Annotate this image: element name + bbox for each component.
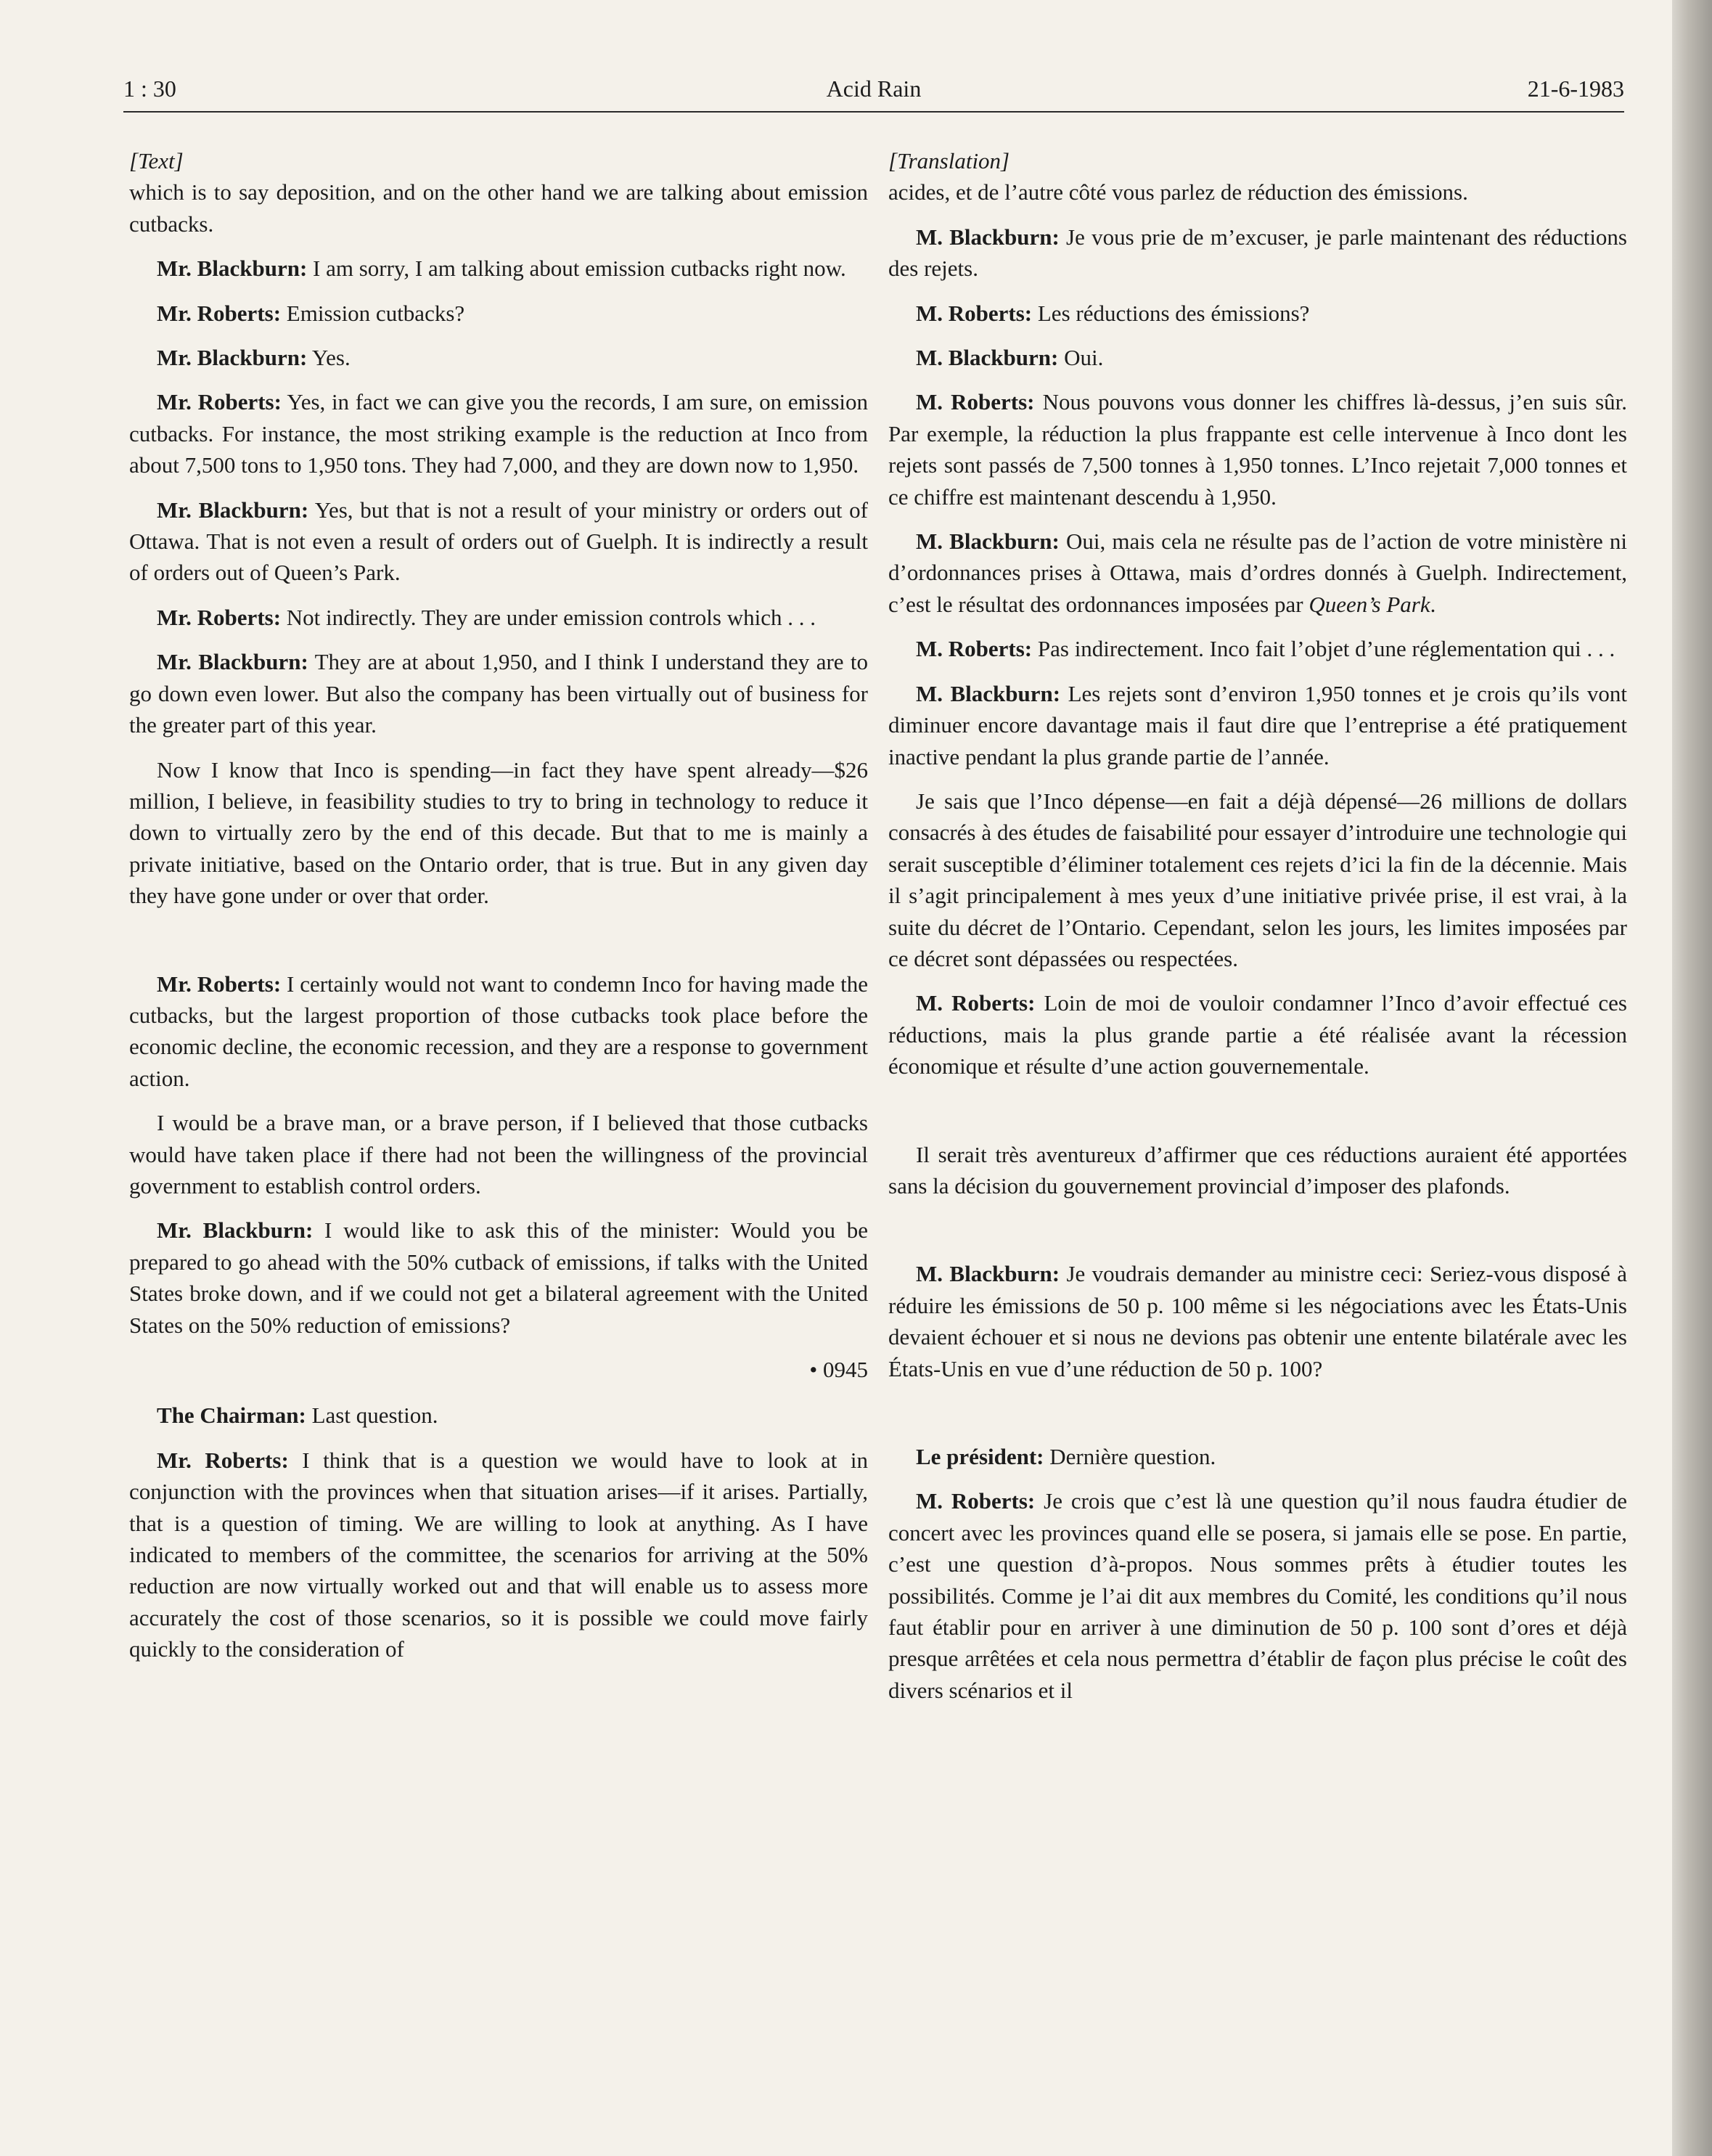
speaker: Mr. Roberts: — [157, 1447, 289, 1473]
paragraph: M. Roberts: Loin de moi de vouloir condamner l’Inco d’avoir effectué ces réductions, mais la plus grande partie a été réalisée avant la récession économique et résulte d’une action gouvernementale. — [888, 990, 1627, 1079]
speaker: Mr. Roberts: — [157, 604, 282, 630]
paragraph: Now I know that Inco is spending—in fact they have spent already—$26 million, I believe, in feasibility studies to try to bring in technology to reduce it down to virtually zero by the end of this decade. But that to me is mainly a private initiative, based on the Ontario order, that is true. But in any given day they have gone under or over that order. — [129, 756, 868, 909]
paragraph: Mr. Blackburn: I would like to ask this of the minister: Would you be prepared to go ahead with the 50% cutback of emissions, if talks with the United States broke down, and if we could not get a bilateral agreement with the United States on the 50% reduction of emissions? — [129, 1217, 868, 1338]
paragraph: Mr. Roberts: I think that is a question we would have to look at in conjunction with the provinces when that situation arises—if it arises. Partially, that is a question of timing. We are willing to look at anything. As I have indicated to members of the committee, the scenarios for arriving at the 50% reduction are now virtually worked out and that will enable us to assess more accurately the cost of those scenarios, so it is possible we could move fairly quickly to the consideration of — [129, 1447, 869, 1662]
paragraph: M. Roberts: Nous pouvons vous donner les chiffres là-dessus, j’en suis sûr. Par exemple, la réduction la plus frappante est celle intervenue à Inco dont les rejets sont passés de 7,500 tonnes à 1,950 tonnes. L’Inco rejetait 7,000 tonnes et ce chiffre est maintenant descendu à 1,950. — [888, 389, 1627, 510]
paragraph: Mr. Blackburn: Yes. — [157, 345, 351, 371]
paragraph: Il serait très aventureux d’affirmer que ces réductions auraient été apportées sans la décision du gouvernement provincial d’imposer des plafonds. — [888, 1141, 1627, 1199]
paragraph: Mr. Roberts: I certainly would not want to condemn Inco for having made the cutbacks, but the largest proportion of those cutbacks took place before the economic decline, the economic recession, and they are a response to government action. — [129, 971, 869, 1091]
paragraph: Mr. Blackburn: I am sorry, I am talking about emission cutbacks right now. — [157, 256, 846, 282]
paragraph: Mr. Roberts: Not indirectly. They are under emission controls which . . . — [157, 604, 816, 630]
page-date: 21-6-1983 — [1527, 75, 1624, 102]
speaker: Mr. Blackburn: — [157, 345, 308, 371]
paragraph: I would be a brave man, or a brave person, if I believed that those cutbacks would have taken place if there had not been the willingness of the provincial government to establish control orders. — [129, 1110, 868, 1199]
english-column — [129, 145, 868, 1678]
paragraph: M. Roberts: Les réductions des émissions? — [916, 300, 1310, 326]
speaker: The Chairman: — [157, 1402, 306, 1429]
page-header — [123, 75, 1624, 113]
paragraph: M. Roberts: Pas indirectement. Inco fait l’objet d’une réglementation qui . . . — [916, 636, 1615, 662]
speaker: M. Roberts: — [916, 990, 1036, 1016]
spacer — [888, 1397, 1627, 1441]
language-label: [Translation] — [888, 148, 1010, 173]
running-title: Acid Rain — [826, 75, 922, 102]
speaker: Mr. Roberts: — [157, 971, 282, 997]
speaker: Mr. Blackburn: — [157, 256, 308, 282]
french-column — [888, 145, 1627, 1719]
paragraph: M. Blackburn: Je voudrais demander au ministre ceci: Seriez-vous disposé à réduire les émissions de 50 p. 100 même si les négociations avec les États-Unis devaient échouer et si nous ne devions pas obtenir une entente bilatérale avec les États-Unis en vue d’une réduction de 50 p. 100? — [888, 1261, 1628, 1381]
paragraph: Je sais que l’Inco dépense—en fait a déjà dépensé—26 millions de dollars consacrés à des études de faisabilité pour essayer d’introduire une technologie qui serait susceptible d’éliminer totalement ces rejets d’ici la fin de la décennie. Mais il s’agit principalement à mes yeux d’une initiative privée prise, il est vrai, à la suite du décret de l’Ontario. Cependant, selon les jours, les limites imposées par ce décret sont dépassées ou respectées. — [888, 788, 1627, 971]
header-rule — [123, 111, 1624, 113]
paragraph: M. Roberts: Je crois que c’est là une question qu’il nous faudra étudier de concert avec les provinces quand elle se posera, si jamais elle se pose. En partie, c’est une question d’à-propos. Nous sommes prêts à étudier toutes les possibilités. Comme je l’ai dit aux membres du Comité, les conditions qu’il nous faut établir pour en arriver à une diminution de 50 p. 100 sont d’ores et déjà presque arrêtées et cela nous permettra d’établir de façon plus précise le coût des divers scénarios et il — [888, 1488, 1627, 1703]
speaker: M. Blackburn: — [916, 528, 1060, 555]
speaker: Mr. Roberts: — [157, 389, 282, 415]
time-marker: • 0945 — [809, 1357, 868, 1382]
speaker: Mr. Blackburn: — [157, 497, 309, 523]
speaker: M. Roberts: — [916, 389, 1035, 415]
paragraph: Mr. Blackburn: Yes, but that is not a result of your ministry or orders out of Ottawa. That is not even a result of orders out of Guelph. It is indirectly a result of orders out of Queen’s Park. — [129, 497, 868, 586]
page-number: 1 : 30 — [123, 75, 176, 102]
spacer — [888, 1214, 1627, 1258]
paragraph: Le président: Dernière question. — [916, 1444, 1216, 1469]
speaker: M. Roberts: — [916, 300, 1033, 326]
paragraph: M. Blackburn: Je vous prie de m’excuser, je parle maintenant des réductions des rejets. — [888, 224, 1627, 282]
paragraph: The Chairman: Last question. — [157, 1402, 438, 1429]
speaker: M. Roberts: — [916, 636, 1033, 662]
paragraph: which is to say deposition, and on the other hand we are talking about emission cutbacks. — [129, 179, 868, 237]
paragraph: Mr. Roberts: Yes, in fact we can give you the records, I am sure, on emission cutbacks. For instance, the most striking example is the reduction at Inco from about 7,500 tons to 1,950 tons. They had 7,000, and they are down now to 1,950. — [129, 389, 869, 478]
speaker: M. Blackburn: — [916, 224, 1060, 250]
paragraph: M. Blackburn: Les rejets sont d’environ 1,950 tonnes et je crois qu’ils vont diminuer encore davantage mais il faut dire que l’entreprise a été pratiquement inactive pendant la plus grande partie de l’année. — [888, 680, 1627, 769]
speaker: Le président: — [916, 1444, 1044, 1469]
paragraph: acides, et de l’autre côté vous parlez de réduction des émissions. — [888, 179, 1468, 205]
paragraph: M. Blackburn: Oui, mais cela ne résulte pas de l’action de votre ministère ni d’ordonnances prises à Ottawa, mais d’ordres donnés à Guelph. Indirectement, c’est le résultat des ordonnances imposées par Queen’s Park. — [888, 528, 1627, 617]
paragraph: M. Blackburn: Oui. — [916, 345, 1104, 371]
language-label: [Text] — [129, 148, 184, 173]
speaker: Mr. Roberts: — [157, 300, 282, 326]
speaker: M. Blackburn: — [916, 1261, 1060, 1287]
speaker: Mr. Blackburn: — [157, 649, 308, 675]
speaker: M. Blackburn: — [916, 345, 1059, 371]
page-edge — [1672, 0, 1712, 2156]
speaker: Mr. Blackburn: — [157, 1217, 314, 1244]
speaker: M. Blackburn: — [916, 680, 1061, 706]
spacer — [888, 1095, 1627, 1139]
paragraph: Mr. Blackburn: They are at about 1,950, and I think I understand they are to go down even lower. But also the company has been virtually out of business for the greater part of this year. — [129, 649, 868, 738]
paragraph: Mr. Roberts: Emission cutbacks? — [157, 300, 465, 326]
spacer — [129, 925, 868, 968]
speaker: M. Roberts: — [916, 1488, 1036, 1514]
